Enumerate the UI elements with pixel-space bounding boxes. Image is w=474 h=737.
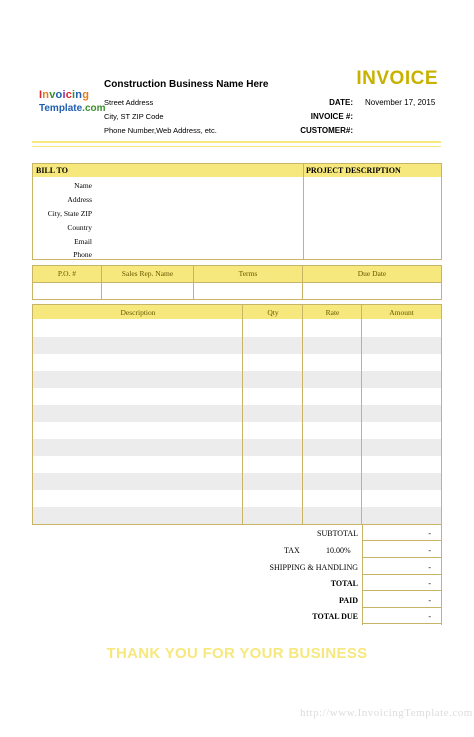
shipping-label: SHIPPING & HANDLING [269, 563, 358, 572]
total-due-label: TOTAL DUE [312, 612, 358, 621]
watermark: http://www.InvoicingTemplate.com [300, 707, 473, 719]
header-band-top [32, 141, 441, 143]
table-row[interactable] [33, 473, 441, 490]
subtotal-label: SUBTOTAL [317, 529, 358, 538]
paid-value: - [363, 593, 441, 608]
table-row[interactable] [33, 456, 441, 473]
total-due-value: - [363, 609, 441, 624]
due-date-header: Due Date [357, 269, 387, 278]
logo-line1: Invoicing [39, 89, 90, 101]
bill-to-field: Phone [73, 250, 92, 259]
bill-to-header [33, 164, 303, 177]
tax-rate: 10.00% [326, 546, 351, 555]
rate-header: Rate [325, 308, 340, 317]
subtotal-value: - [363, 526, 441, 541]
header-band-bottom [32, 146, 441, 147]
amount-header: Amount [389, 308, 414, 317]
table-row[interactable] [33, 507, 441, 524]
bill-to-field: Name [74, 181, 92, 190]
bill-to-heading: BILL TO [36, 166, 68, 175]
bill-project-divider [303, 164, 304, 259]
total-label: TOTAL [330, 579, 358, 588]
thank-you-message: THANK YOU FOR YOUR BUSINESS [106, 645, 368, 662]
tax-label: TAX [284, 546, 300, 555]
invoice-number-label: INVOICE #: [310, 112, 353, 121]
table-row[interactable] [33, 422, 441, 439]
tax-value: - [363, 543, 441, 558]
description-header: Description [120, 308, 156, 317]
table-row[interactable] [33, 490, 441, 507]
bill-to-box [32, 163, 442, 260]
table-row[interactable] [33, 371, 441, 388]
project-heading: PROJECT DESCRIPTION [306, 166, 401, 175]
table-row[interactable] [33, 439, 441, 456]
sales-rep-header: Sales Rep. Name [121, 269, 174, 278]
customer-number-label: CUSTOMER#: [300, 126, 353, 135]
company-contact: Phone Number,Web Address, etc. [104, 126, 217, 135]
company-city: City, ST ZIP Code [104, 112, 164, 121]
shipping-value: - [363, 560, 441, 575]
qty-header: Qty [267, 308, 279, 317]
table-row[interactable] [33, 354, 441, 371]
bill-to-field: City, State ZIP [47, 209, 92, 218]
table-row[interactable] [33, 337, 441, 354]
company-name: Construction Business Name Here [104, 79, 269, 90]
po-header: P.O. # [57, 269, 77, 278]
bill-to-field: Country [67, 223, 92, 232]
table-row[interactable] [33, 320, 441, 337]
bill-to-field: Address [67, 195, 92, 204]
invoice-title: INVOICE [356, 68, 438, 89]
logo-line2: Template.com [39, 103, 106, 114]
total-value: - [363, 576, 441, 591]
date-label: DATE: [329, 98, 353, 107]
terms-header: Terms [238, 269, 258, 278]
table-row[interactable] [33, 388, 441, 405]
bill-to-field: Email [74, 237, 92, 246]
date-value: November 17, 2015 [365, 98, 436, 107]
paid-label: PAID [339, 596, 358, 605]
table-row[interactable] [33, 405, 441, 422]
company-street: Street Address [104, 98, 154, 107]
